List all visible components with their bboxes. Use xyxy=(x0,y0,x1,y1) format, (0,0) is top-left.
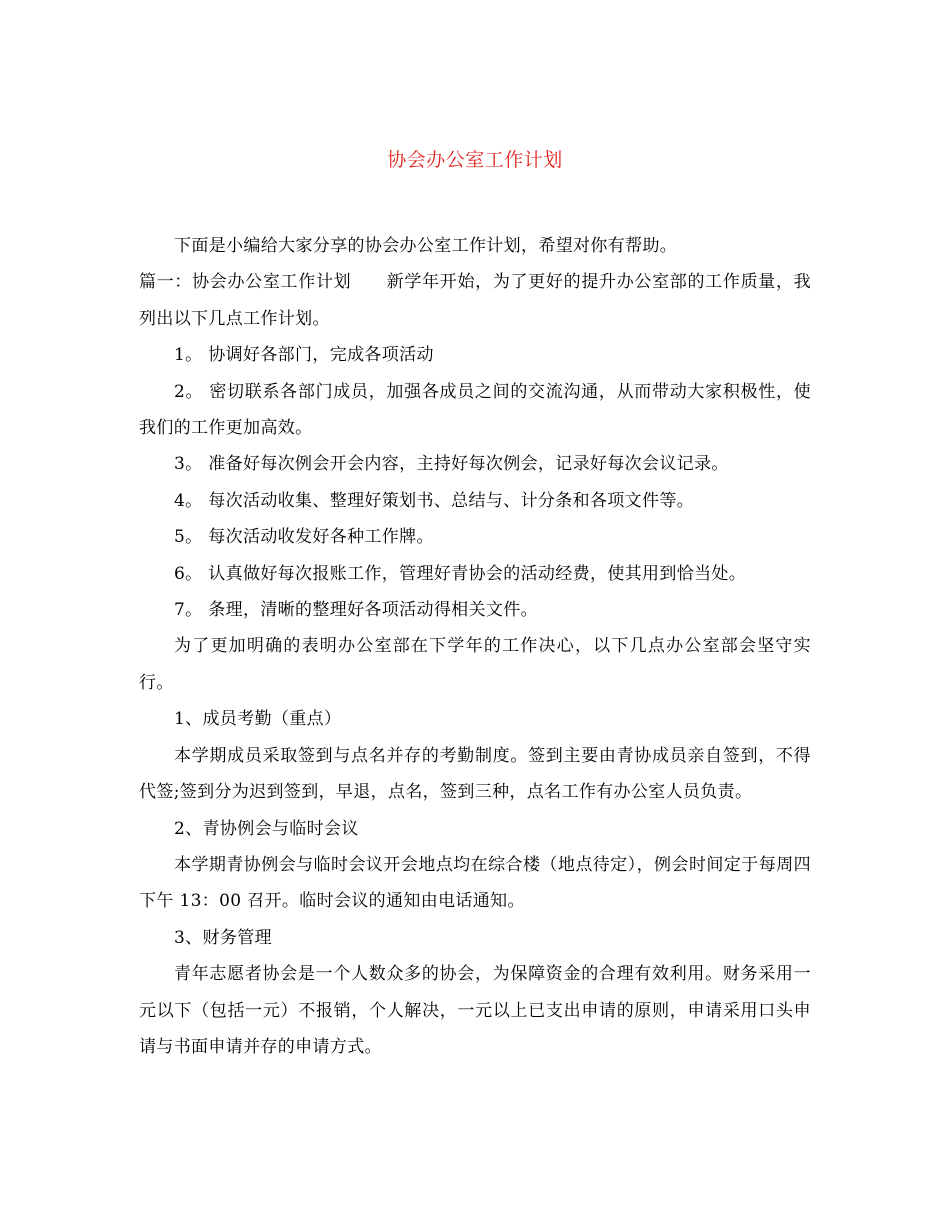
list-item: 4。 每次活动收集、整理好策划书、总结与、计分条和各项文件等。 xyxy=(174,490,695,511)
list-item: 6。 认真做好每次报账工作，管理好青协会的活动经费，使其用到恰当处。 xyxy=(174,563,747,584)
document-body xyxy=(139,228,811,1065)
resolve-paragraph: 为了更加明确的表明办公室部在下学年的工作决心，以下几点办公室部会坚守实行。 xyxy=(139,636,811,693)
section-heading: 2、青协例会与临时会议 xyxy=(174,818,359,839)
section-intro-paragraph xyxy=(139,264,811,337)
list-item: 1。 协调好各部门，完成各项活动 xyxy=(174,345,434,366)
intro-paragraph: 下面是小编给大家分享的协会办公室工作计划，希望对你有帮助。 xyxy=(174,236,678,256)
section-heading: 1、成员考勤（重点） xyxy=(174,709,342,730)
section-body: 本学期成员采取签到与点名并存的考勤制度。签到主要由青协成员亲自签到，不得代签;签到分为迟到签到，早退，点名，签到三种，点名工作有办公室人员负责。 xyxy=(139,745,811,803)
section-body: 本学期青协例会与临时会议开会地点均在综合楼（地点待定），例会时间定于每周四下午 13：00 召开。临时会议的通知由电话通知。 xyxy=(139,854,811,912)
list-item: 7。 条理，清晰的整理好各项活动得相关文件。 xyxy=(174,600,538,621)
section-intro-text: 新学年开始，为了更好的提升办公室部的工作质量，我列出以下几点工作计划。 xyxy=(139,272,812,329)
list-item: 2。 密切联系各部门成员，加强各成员之间的交流沟通，从而带动大家积极性，使我们的工作更加高效。 xyxy=(139,381,811,439)
document-title: 协会办公室工作计划 xyxy=(387,149,563,171)
section-label: 篇一：协会办公室工作计划 xyxy=(139,272,352,293)
section-heading: 3、财务管理 xyxy=(174,927,272,948)
list-item: 3。 准备好每次例会开会内容，主持好每次例会，记录好每次会议记录。 xyxy=(174,454,729,475)
section-body: 青年志愿者协会是一个人数众多的协会，为保障资金的合理有效利用。财务采用一元以下（包括一元）不报销，个人解决，一元以上已支出申请的原则，申请采用口头申请与书面申请并存的申请方式。 xyxy=(139,964,811,1057)
list-item: 5。 每次活动收发好各种工作牌。 xyxy=(174,527,434,548)
